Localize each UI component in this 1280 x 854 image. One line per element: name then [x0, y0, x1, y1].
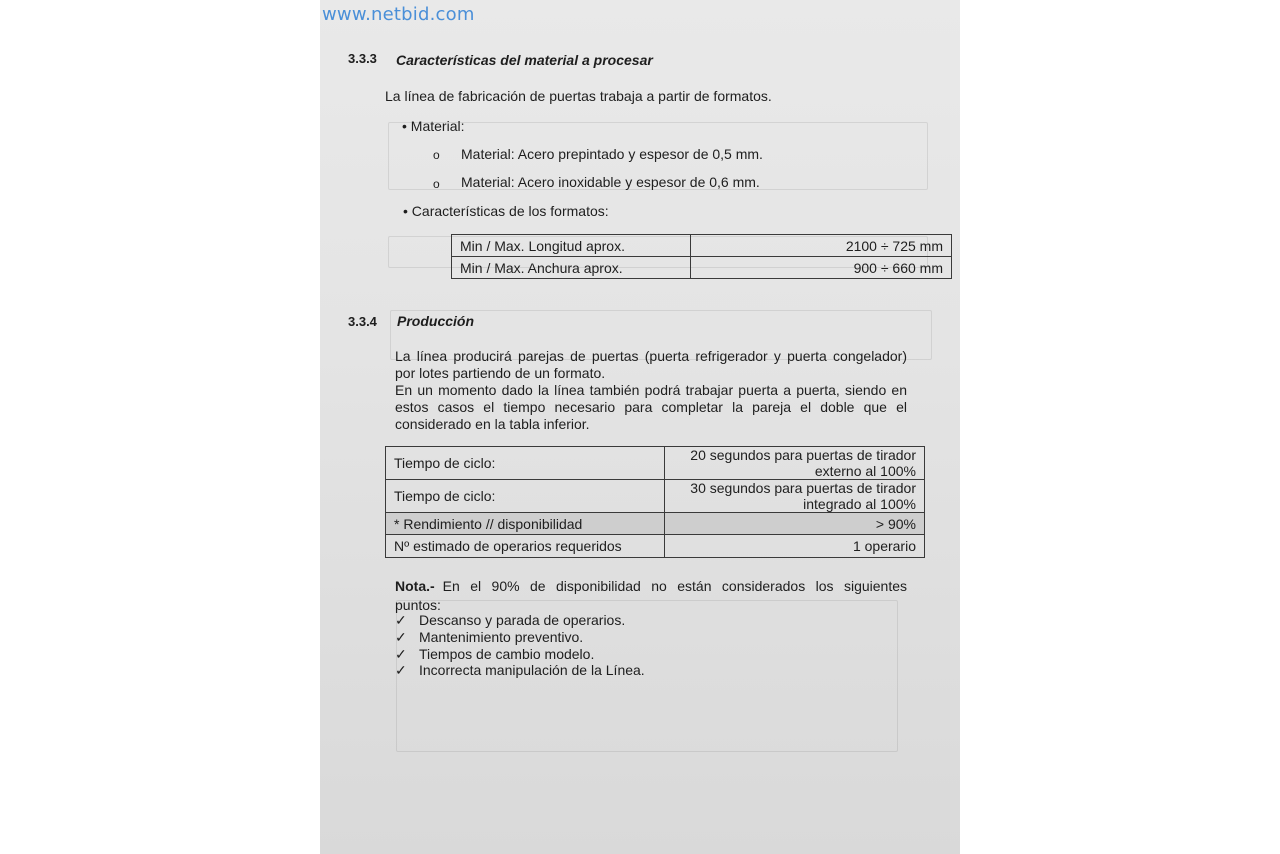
paragraph-line: La línea producirá parejas de puertas (puerta refrigerador y puerta congelador): [395, 348, 907, 364]
note-text: En el 90% de disponibilidad no están considerados los siguientes: [442, 578, 907, 594]
table-cell-value: > 90%: [665, 513, 925, 535]
cell-line: integrado al 100%: [803, 496, 916, 512]
section-title: Características del material a procesar: [396, 52, 653, 68]
table-cell-label: Min / Max. Longitud aprox.: [452, 235, 691, 257]
section-number: 3.3.4: [348, 314, 377, 329]
table-cell-label: Tiempo de ciclo:: [386, 480, 665, 513]
table-cell-value: 900 ÷ 660 mm: [691, 257, 952, 279]
note-line: [395, 578, 907, 594]
table-cell-label: * Rendimiento // disponibilidad: [386, 513, 665, 535]
table-cell-value: [665, 480, 925, 513]
sub-bullet-marker: o: [433, 148, 440, 162]
checkmark-icon: ✓: [395, 662, 407, 678]
checklist-item: [395, 646, 594, 663]
checkmark-icon: ✓: [395, 646, 407, 662]
table-row: [386, 513, 925, 535]
paragraph-line: En un momento dado la línea también podrá trabajar puerta a puerta, siendo en: [395, 382, 907, 398]
table-row: [452, 257, 952, 279]
table-cell-value: [665, 447, 925, 480]
checklist-text: Tiempos de cambio modelo.: [419, 646, 595, 662]
table-row: [386, 447, 925, 480]
cell-line: 20 segundos para puertas de tirador: [690, 447, 916, 463]
bullet-formats: • Características de los formatos:: [403, 203, 609, 219]
table-cell-label: Nº estimado de operarios requeridos: [386, 535, 665, 558]
table-cell-value: 1 operario: [665, 535, 925, 558]
checklist-item: [395, 629, 583, 646]
note-label: Nota.-: [395, 578, 435, 594]
table-row: [386, 480, 925, 513]
checklist-text: Mantenimiento preventivo.: [419, 629, 584, 645]
table-row: [386, 535, 925, 558]
formats-table: [451, 234, 952, 279]
watermark-text: www.netbid.com: [322, 4, 475, 25]
paragraph-line: por lotes partiendo de un formato.: [395, 365, 606, 381]
paragraph-line: considerado en la tabla inferior.: [395, 416, 590, 432]
intro-text: La línea de fabricación de puertas trabaja a partir de formatos.: [385, 88, 772, 104]
table-row: [452, 235, 952, 257]
note-text: puntos:: [395, 597, 441, 613]
production-table: [385, 446, 925, 558]
checklist-item: [395, 612, 625, 629]
cell-line: externo al 100%: [814, 463, 916, 479]
checkmark-icon: ✓: [395, 629, 407, 645]
cell-line: 30 segundos para puertas de tirador: [690, 480, 916, 496]
paragraph-line: estos casos el tiempo necesario para completar la pareja el doble que el: [395, 399, 907, 415]
checkmark-icon: ✓: [395, 612, 407, 628]
sub-bullet-text: Material: Acero prepintado y espesor de 0,5 mm.: [461, 146, 763, 162]
sub-bullet-text: Material: Acero inoxidable y espesor de 0,6 mm.: [461, 174, 760, 190]
section-number: 3.3.3: [348, 51, 377, 66]
table-cell-label: Min / Max. Anchura aprox.: [452, 257, 691, 279]
production-paragraph: [395, 348, 907, 433]
bullet-material: • Material:: [402, 118, 465, 134]
sub-bullet-marker: o: [433, 177, 440, 191]
checklist-text: Descanso y parada de operarios.: [419, 612, 626, 628]
checklist-item: [395, 662, 645, 679]
table-cell-value: 2100 ÷ 725 mm: [691, 235, 952, 257]
table-cell-label: Tiempo de ciclo:: [386, 447, 665, 480]
section-title: Producción: [397, 313, 475, 329]
checklist-text: Incorrecta manipulación de la Línea.: [419, 662, 645, 678]
